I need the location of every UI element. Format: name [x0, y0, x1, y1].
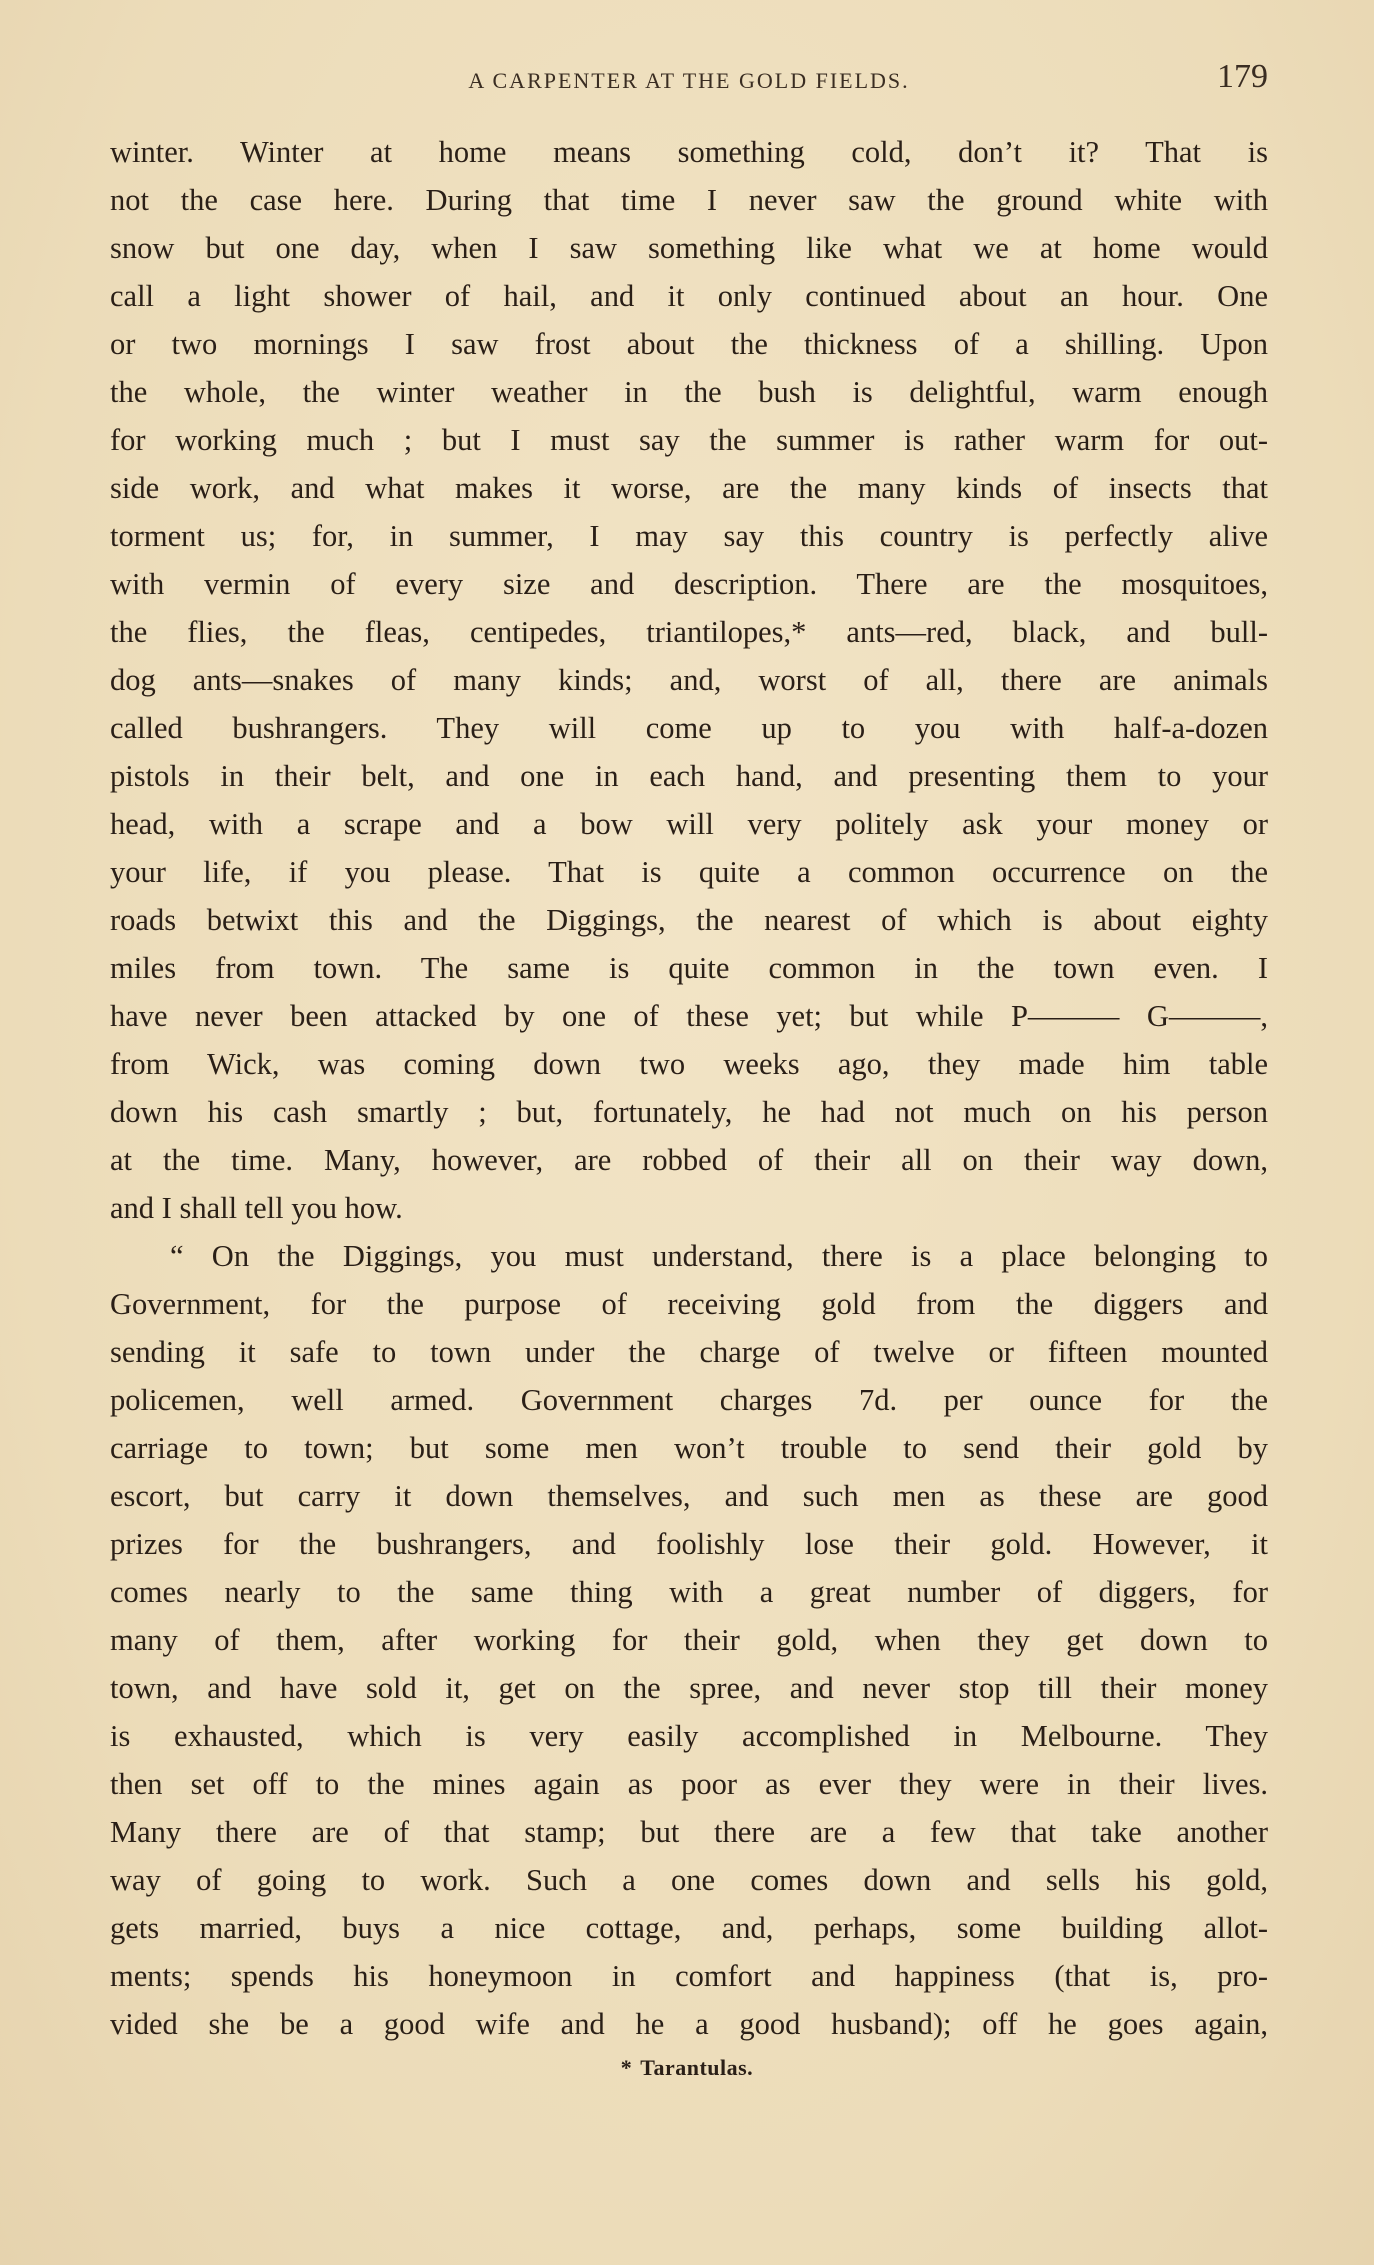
text-line: head, with a scrape and a bow will very politely ask your money or: [110, 807, 1268, 841]
text-line: or two mornings I saw frost about the thickness of a shilling. Upon: [110, 327, 1268, 361]
text-line: escort, but carry it down themselves, and such men as these are good: [110, 1479, 1268, 1513]
paragraph-start-line: “ On the Diggings, you must understand, there is a place belonging to: [170, 1239, 1268, 1273]
text-line: prizes for the bushrangers, and foolishly lose their gold. However, it: [110, 1527, 1268, 1561]
text-line: not the case here. During that time I never saw the ground white with: [110, 183, 1268, 217]
text-line: gets married, buys a nice cottage, and, perhaps, some building allot-: [110, 1911, 1268, 1945]
text-line: called bushrangers. They will come up to you with half-a-dozen: [110, 711, 1268, 745]
text-line: at the time. Many, however, are robbed of their all on their way down,: [110, 1143, 1268, 1177]
text-line: for working much ; but I must say the summer is rather warm for out-: [110, 423, 1268, 457]
paragraph-end-line: and I shall tell you how.: [110, 1191, 403, 1225]
text-line: down his cash smartly ; but, fortunately, he had not much on his person: [110, 1095, 1268, 1129]
text-line: Government, for the purpose of receiving gold from the diggers and: [110, 1287, 1268, 1321]
text-line: dog ants—snakes of many kinds; and, worst of all, there are animals: [110, 663, 1268, 697]
text-line: way of going to work. Such a one comes down and sells his gold,: [110, 1863, 1268, 1897]
text-line: Many there are of that stamp; but there are a few that take another: [110, 1815, 1268, 1849]
text-line: roads betwixt this and the Diggings, the nearest of which is about eighty: [110, 903, 1268, 937]
text-line: from Wick, was coming down two weeks ago, they made him table: [110, 1047, 1268, 1081]
text-line: call a light shower of hail, and it only continued about an hour. One: [110, 279, 1268, 313]
text-line: carriage to town; but some men won’t trouble to send their gold by: [110, 1431, 1268, 1465]
text-line: torment us; for, in summer, I may say this country is perfectly alive: [110, 519, 1268, 553]
text-line: your life, if you please. That is quite a common occurrence on the: [110, 855, 1268, 889]
text-line: town, and have sold it, get on the spree, and never stop till their money: [110, 1671, 1268, 1705]
text-line: have never been attacked by one of these yet; but while P——— G———,: [110, 999, 1268, 1033]
body-text: [110, 128, 1268, 2048]
text-line: policemen, well armed. Government charges 7d. per ounce for the: [110, 1383, 1268, 1417]
text-line: comes nearly to the same thing with a great number of diggers, for: [110, 1575, 1268, 1609]
footnote: [0, 2055, 1374, 2081]
text-line: many of them, after working for their gold, when they get down to: [110, 1623, 1268, 1657]
text-line: miles from town. The same is quite common in the town even. I: [110, 951, 1268, 985]
text-line: with vermin of every size and description. There are the mosquitoes,: [110, 567, 1268, 601]
footnote-text: Tarantulas.: [640, 2055, 754, 2080]
footnote-mark: *: [620, 2055, 633, 2080]
text-line: the whole, the winter weather in the bush is delightful, warm enough: [110, 375, 1268, 409]
text-line: the flies, the fleas, centipedes, triantilopes,* ants—red, black, and bull-: [110, 615, 1268, 649]
text-line: then set off to the mines again as poor as ever they were in their lives.: [110, 1767, 1268, 1801]
text-line: is exhausted, which is very easily accomplished in Melbourne. They: [110, 1719, 1268, 1753]
text-line: ments; spends his honeymoon in comfort and happiness (that is, pro-: [110, 1959, 1268, 1993]
text-line: winter. Winter at home means something cold, don’t it? That is: [110, 135, 1268, 169]
text-line: side work, and what makes it worse, are the many kinds of insects that: [110, 471, 1268, 505]
text-line: pistols in their belt, and one in each hand, and presenting them to your: [110, 759, 1268, 793]
page-number: 179: [1217, 58, 1268, 95]
running-head: [110, 58, 1268, 102]
text-line: snow but one day, when I saw something like what we at home would: [110, 231, 1268, 265]
text-line: sending it safe to town under the charge of twelve or fifteen mounted: [110, 1335, 1268, 1369]
running-title: A CARPENTER AT THE GOLD FIELDS.: [468, 68, 910, 93]
text-line: vided she be a good wife and he a good husband); off he goes again,: [110, 2007, 1268, 2041]
